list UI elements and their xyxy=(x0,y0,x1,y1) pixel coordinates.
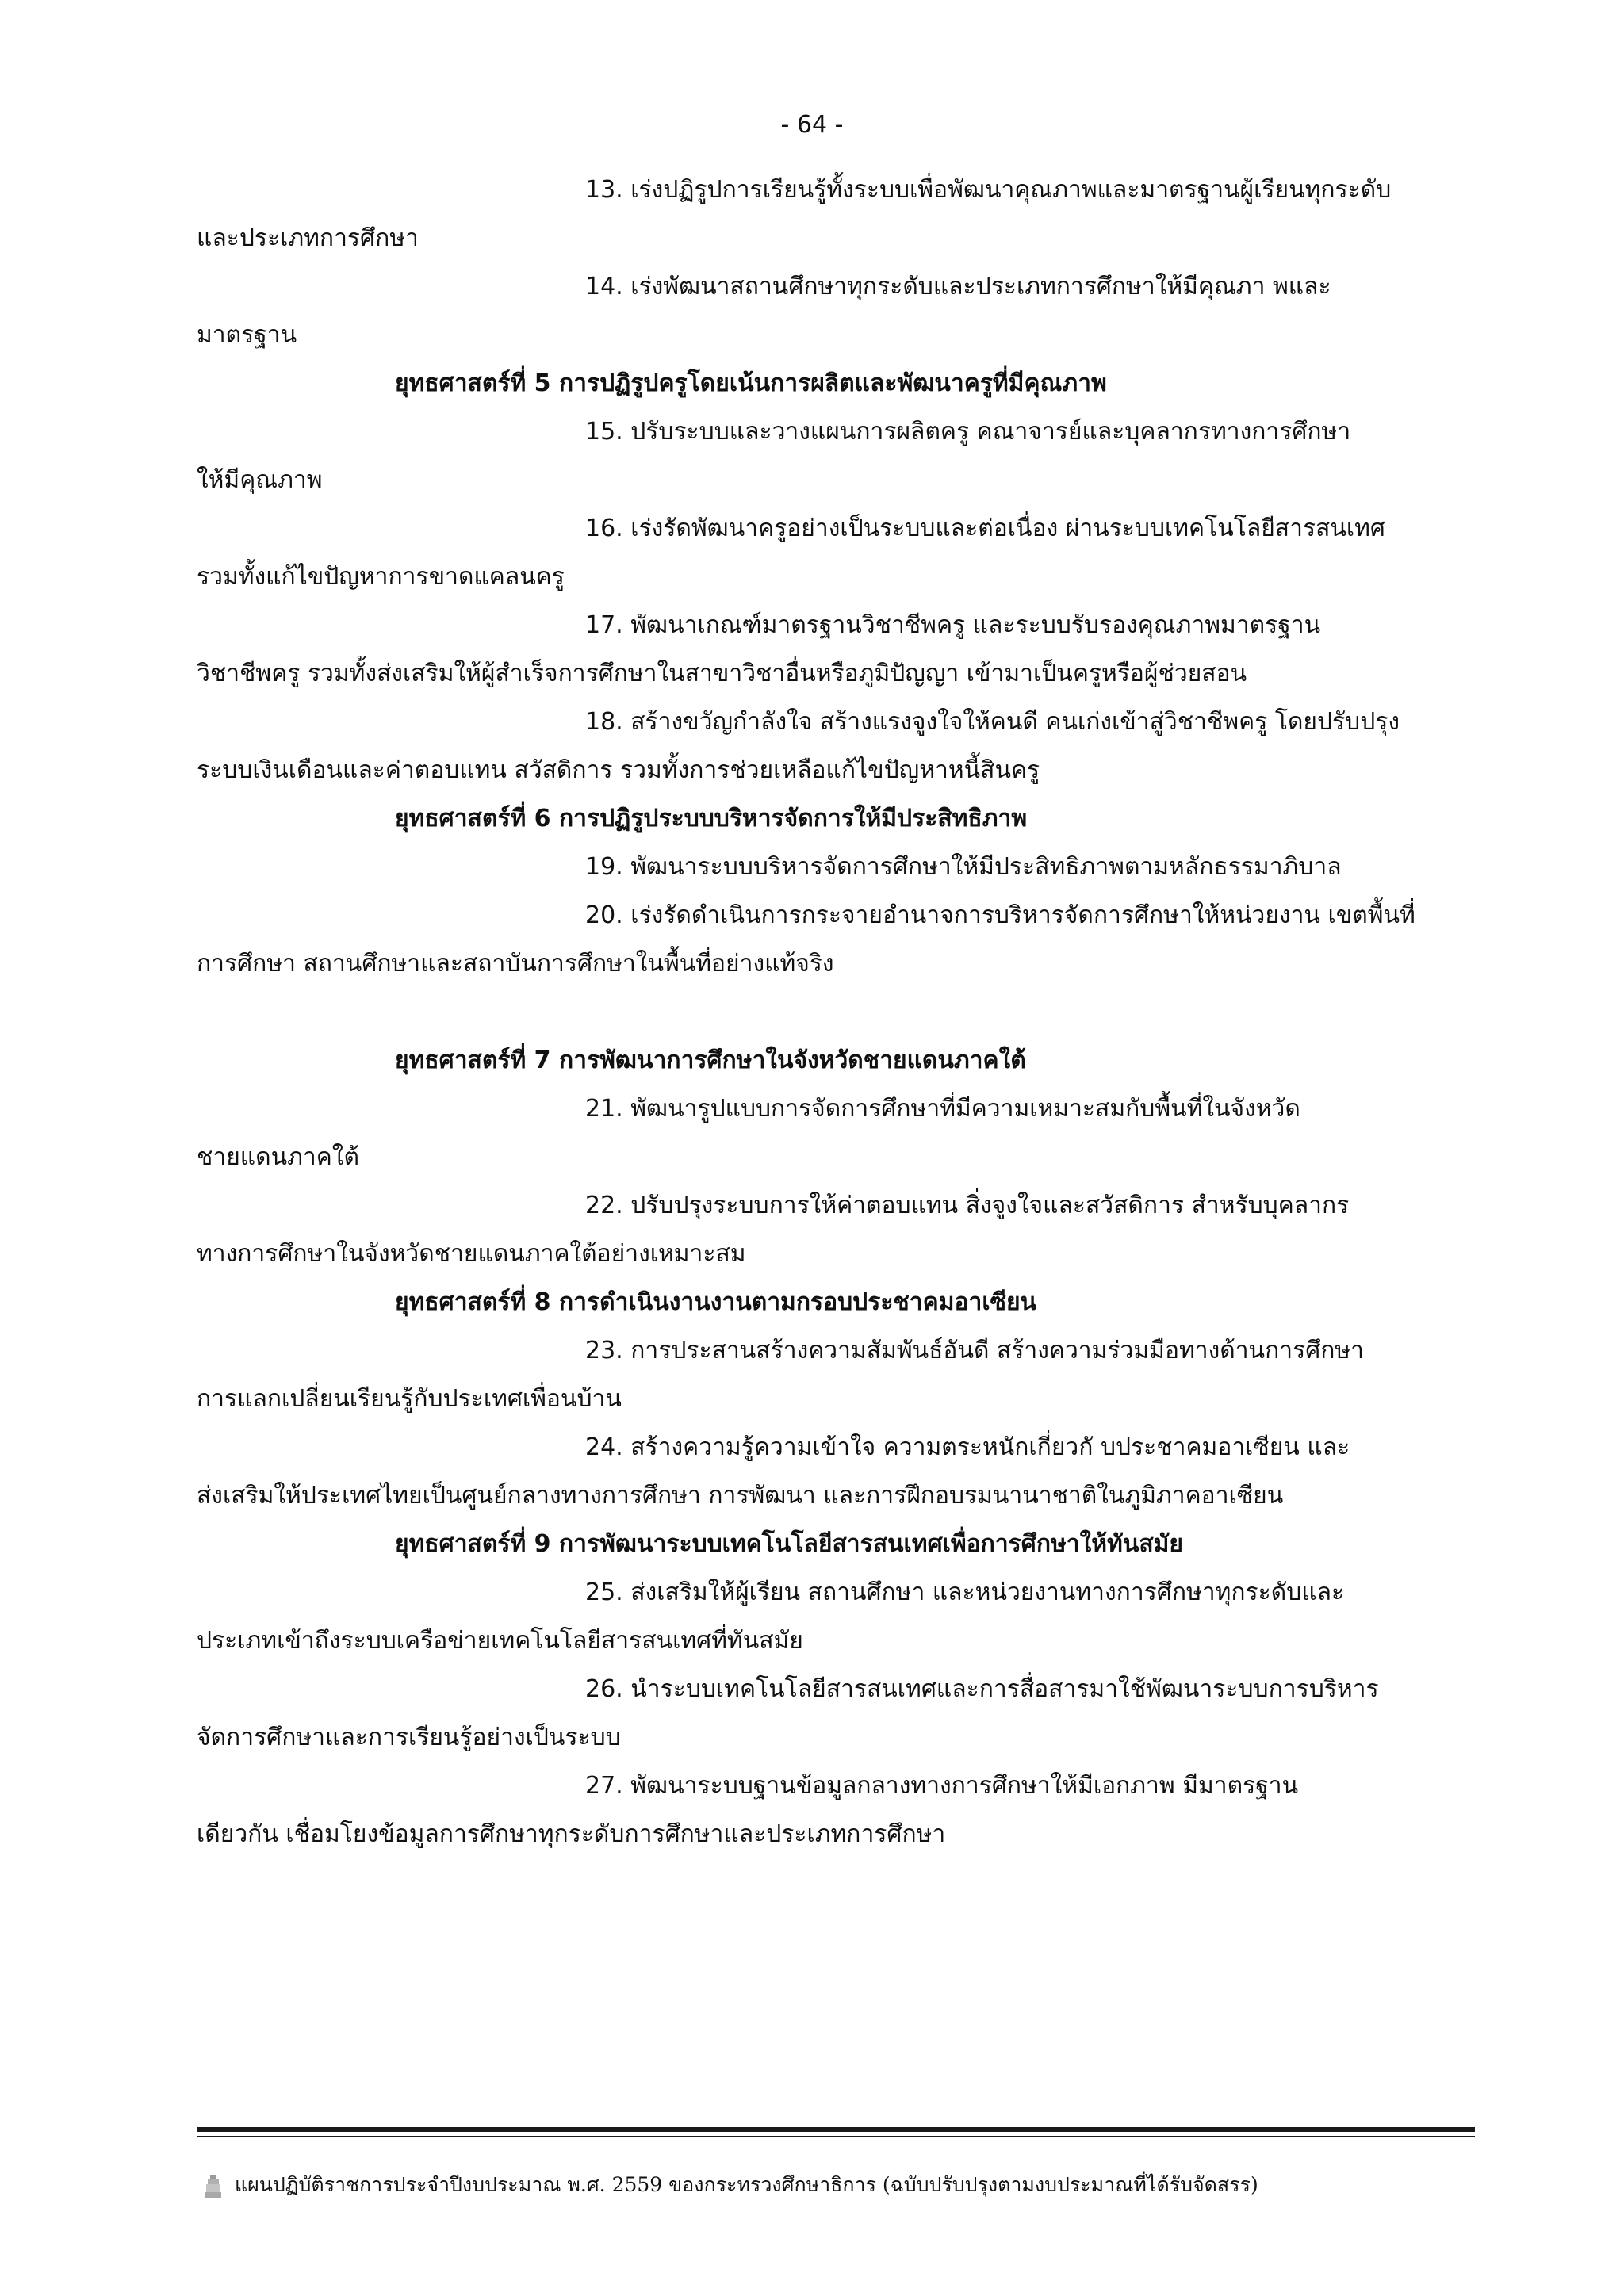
item-continuation-line: ทางการศึกษาในจังหวัดชายแดนภาคใต้อย่างเหมาะสม xyxy=(197,1240,746,1268)
item-first-line: 16. เร่งรัดพัฒนาครูอย่างเป็นระบบและต่อเนื่อง ผ่านระบบเทคโนโลยีสารสนเทศ xyxy=(585,515,1385,542)
paragraph-gap xyxy=(197,998,1497,1047)
ministry-emblem-icon xyxy=(205,2175,222,2198)
item-first-line: 19. พัฒนาระบบบริหารจัดการศึกษาให้มีประสิทธิภาพตามหลักธรรมาภิบาล xyxy=(585,853,1342,881)
footer-text: แผนปฏิบัติราชการประจำปีงบประมาณ พ.ศ. 2559 ของกระทรวงศึกษาธิการ (ฉบับปรับปรุงตามงบประมาณที่ได้รับจัดสรร) xyxy=(235,2173,1258,2196)
item-continuation-line: การแลกเปลี่ยนเรียนรู้กับประเทศเพื่อนบ้าน xyxy=(197,1385,622,1413)
page-number: - 64 - xyxy=(780,111,844,139)
item-first-line: 20. เร่งรัดดำเนินการกระจายอำนาจการบริหารจัดการศึกษาให้หน่วยงาน เขตพื้นที่ xyxy=(585,901,1415,929)
item-continuation-line: เดียวกัน เชื่อมโยงข้อมูลการศึกษาทุกระดับการศึกษาและประเภทการศึกษา xyxy=(197,1820,946,1848)
footer-divider-thin xyxy=(197,2136,1475,2137)
item-continuation-line: ให้มีคุณภาพ xyxy=(197,466,323,494)
item-continuation-line: ส่งเสริมให้ประเทศไทยเป็นศูนย์กลางทางการศึกษา การพัฒนา และการฝึกอบรมนานาชาติในภูมิภาคอาเซียน xyxy=(197,1482,1284,1510)
item-first-line: 15. ปรับระบบและวางแผนการผลิตครู คณาจารย์และบุคลากรทางการศึกษา xyxy=(585,418,1351,446)
strategy-heading: ยุทธศาสตร์ที่ 8 การดำเนินงานงานตามกรอบประชาคมอาเซียน xyxy=(395,1288,1037,1316)
strategy-heading: ยุทธศาสตร์ที่ 6 การปฏิรูประบบบริหารจัดการให้มีประสิทธิภาพ xyxy=(395,805,1028,832)
item-first-line: 27. พัฒนาระบบฐานข้อมูลกลางทางการศึกษาให้มีเอกภาพ มีมาตรฐาน xyxy=(585,1772,1299,1800)
item-continuation-line: มาตรฐาน xyxy=(197,321,297,349)
item-continuation-line: การศึกษา สถานศึกษาและสถาบันการศึกษาในพื้นที่อย่างแท้จริง xyxy=(197,950,834,978)
item-first-line: 14. เร่งพัฒนาสถานศึกษาทุกระดับและประเภทการศึกษาให้มีคุณภา พและ xyxy=(585,273,1331,300)
item-continuation-line: รวมทั้งแก้ไขปัญหาการขาดแคลนครู xyxy=(197,563,565,591)
page-footer xyxy=(205,2172,1489,2198)
strategy-heading: ยุทธศาสตร์ที่ 5 การปฏิรูปครูโดยเน้นการผลิตและพัฒนาครูที่มีคุณภาพ xyxy=(395,369,1107,397)
item-first-line: 13. เร่งปฏิรูปการเรียนรู้ทั้งระบบเพื่อพัฒนาคุณภาพและมาตรฐานผู้เรียนทุกระดับ xyxy=(585,176,1392,204)
item-first-line: 23. การประสานสร้างความสัมพันธ์อันดี สร้างความร่วมมือทางด้านการศึกษา xyxy=(585,1337,1365,1364)
item-first-line: 26. นำระบบเทคโนโลยีสารสนเทศและการสื่อสารมาใช้พัฒนาระบบการบริหาร xyxy=(585,1675,1379,1703)
item-first-line: 21. พัฒนารูปแบบการจัดการศึกษาที่มีความเหมาะสมกับพื้นที่ในจังหวัด xyxy=(585,1095,1300,1123)
item-continuation-line: ชายแดนภาคใต้ xyxy=(197,1143,359,1171)
document-body xyxy=(197,176,1497,1869)
item-first-line: 25. ส่งเสริมให้ผู้เรียน สถานศึกษา และหน่วยงานทางการศึกษาทุกระดับและ xyxy=(585,1578,1345,1606)
strategy-heading: ยุทธศาสตร์ที่ 9 การพัฒนาระบบเทคโนโลยีสารสนเทศเพื่อการศึกษาให้ทันสมัย xyxy=(395,1530,1183,1558)
strategy-heading: ยุทธศาสตร์ที่ 7 การพัฒนาการศึกษาในจังหวัดชายแดนภาคใต้ xyxy=(395,1047,1026,1074)
item-continuation-line: ระบบเงินเดือนและค่าตอบแทน สวัสดิการ รวมทั้งการช่วยเหลือแก้ไขปัญหาหนี้สินครู xyxy=(197,756,1040,784)
item-continuation-line: วิชาชีพครู รวมทั้งส่งเสริมให้ผู้สำเร็จการศึกษาในสาขาวิชาอื่นหรือภูมิปัญญา เข้ามาเป็นครูหรือผู้ช่วยสอน xyxy=(197,660,1247,687)
item-continuation-line: และประเภทการศึกษา xyxy=(197,224,419,252)
item-first-line: 22. ปรับปรุงระบบการให้ค่าตอบแทน สิ่งจูงใจและสวัสดิการ สำหรับบุคลากร xyxy=(585,1192,1350,1219)
item-first-line: 24. สร้างความรู้ความเข้าใจ ความตระหนักเกี่ยวกั บประชาคมอาเซียน และ xyxy=(585,1433,1350,1461)
footer-divider xyxy=(197,2127,1475,2132)
item-first-line: 18. สร้างขวัญกำลังใจ สร้างแรงจูงใจให้คนดี คนเก่งเข้าสู่วิชาชีพครู โดยปรับปรุง xyxy=(585,708,1400,736)
item-continuation-line: จัดการศึกษาและการเรียนรู้อย่างเป็นระบบ xyxy=(197,1724,621,1751)
item-first-line: 17. พัฒนาเกณฑ์มาตรฐานวิชาชีพครู และระบบรับรองคุณภาพมาตรฐาน xyxy=(585,611,1321,639)
item-continuation-line: ประเภทเข้าถึงระบบเครือข่ายเทคโนโลยีสารสนเทศที่ทันสมัย xyxy=(197,1627,803,1655)
